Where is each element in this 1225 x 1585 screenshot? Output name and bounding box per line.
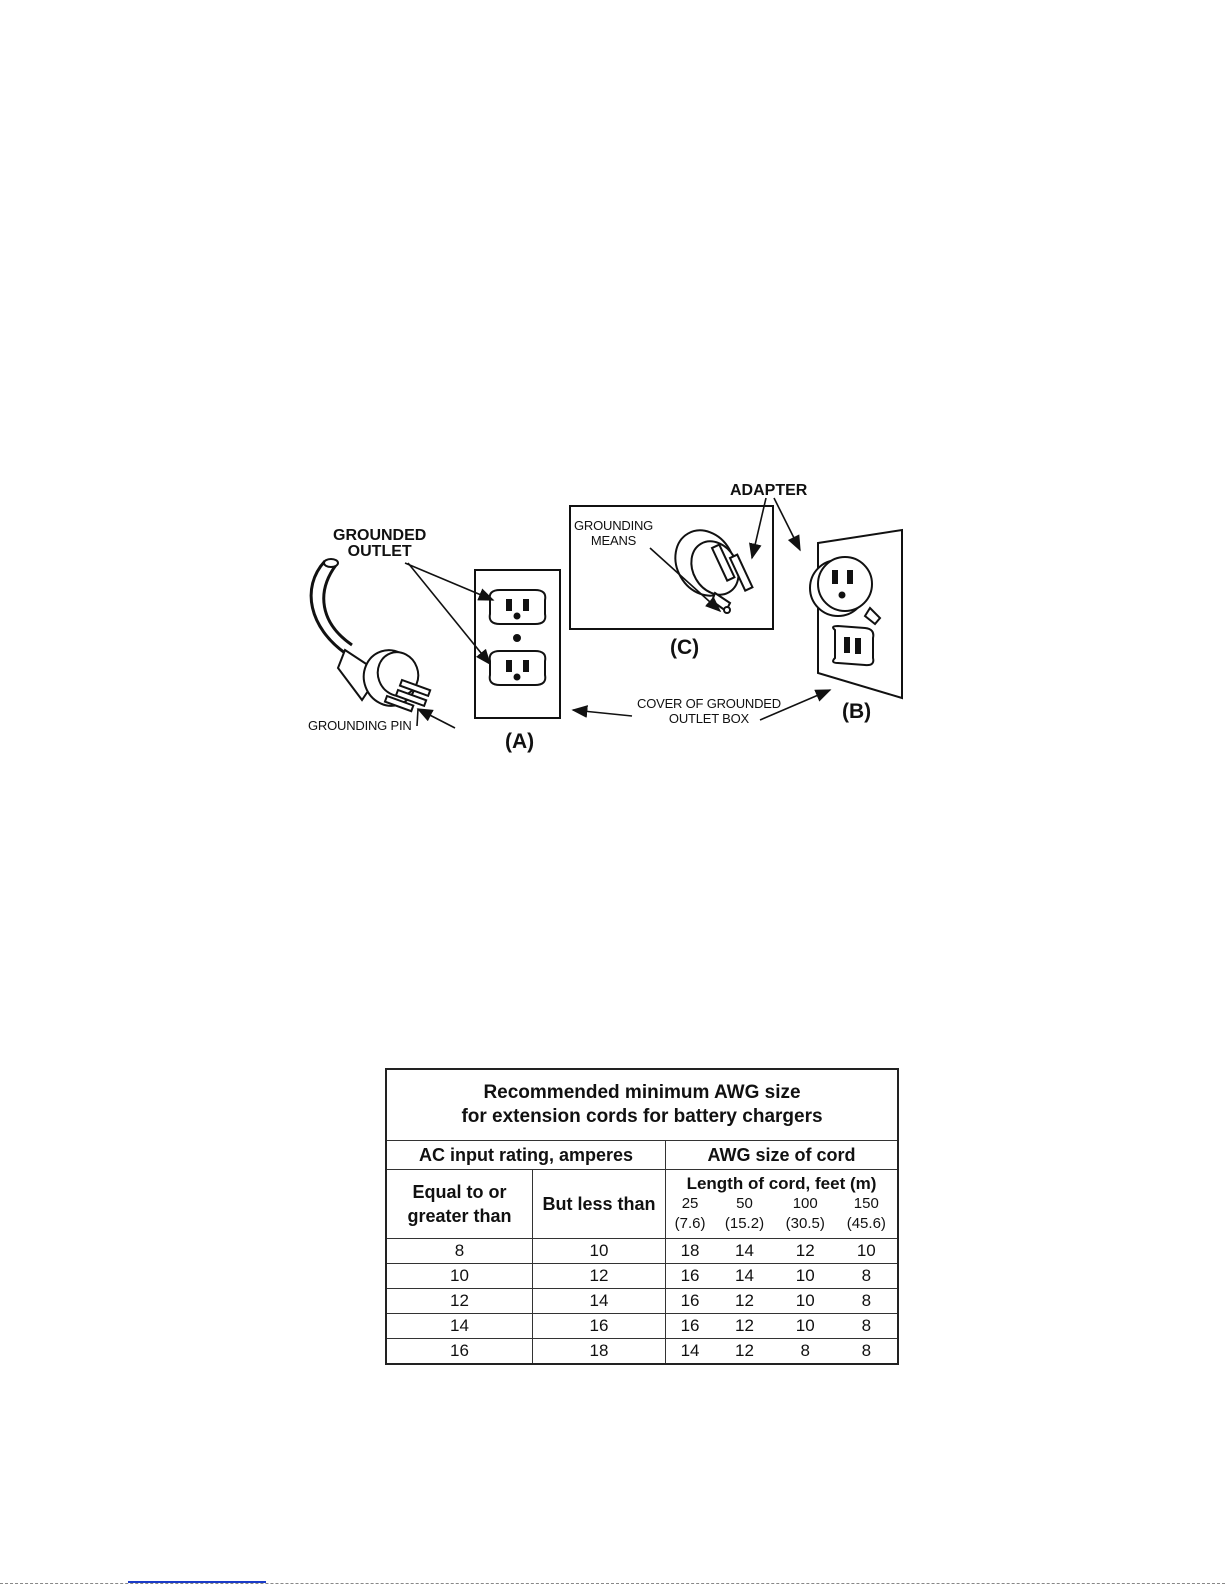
length-m: (7.6) [674,1215,706,1232]
table-cell: 8 [775,1339,836,1365]
table-cell: 16 [666,1289,715,1314]
length-col-150 [836,1194,898,1239]
table-cell: 12 [775,1239,836,1264]
table-row [386,1339,898,1365]
grounded-outlet-label-line2: OUTLET [347,543,412,560]
table-cell: 12 [714,1314,775,1339]
adapter-label: ADAPTER [730,482,808,499]
table-cell: 14 [714,1264,775,1289]
table-cell: 16 [666,1264,715,1289]
page-link-underline [128,1581,266,1583]
plug-cord-drawing [311,559,430,713]
table-row [386,1264,898,1289]
table-row [386,1239,898,1264]
table-cell: 8 [836,1339,898,1365]
table-title [386,1069,898,1141]
length-ft: 100 [792,1195,818,1212]
table-cell: 14 [533,1289,666,1314]
grounding-pin-label: GROUNDING PIN [308,718,412,733]
awg-size-header: AWG size of cord [666,1141,899,1170]
table-cell: 12 [714,1339,775,1365]
table-cell: 12 [386,1289,533,1314]
grounded-outlet-label-line1: GROUNDED [333,527,427,544]
cover-label [637,696,781,726]
table-cell: 14 [666,1339,715,1365]
table-cell: 14 [714,1239,775,1264]
table-cell: 10 [775,1314,836,1339]
length-ft: 150 [853,1195,879,1212]
table-cell: 14 [386,1314,533,1339]
wall-plate-adapter-drawing [810,530,902,698]
min-rating-header-line2: greater than [407,1206,512,1226]
table-row [386,1314,898,1339]
length-m: (45.6) [846,1215,886,1232]
table-row [386,1289,898,1314]
awg-size-table [385,1068,899,1365]
table-cell: 18 [533,1339,666,1365]
cover-label-line1: COVER OF GROUNDED [637,696,781,711]
table-title-line1: Recommended minimum AWG size [483,1082,801,1103]
table-cell: 10 [775,1264,836,1289]
figure-b-label: (B) [842,700,872,723]
length-ft: 50 [736,1195,753,1212]
grounded-outlet-label [333,528,426,560]
figure-a-label: (A) [505,730,535,753]
table-cell: 10 [775,1289,836,1314]
grounding-means-label [574,518,653,548]
table-cell: 8 [836,1264,898,1289]
table-cell: 10 [533,1239,666,1264]
grounding-means-label-line2: MEANS [590,533,637,548]
table-cell: 16 [666,1314,715,1339]
ac-input-header: AC input rating, amperes [386,1141,666,1170]
table-cell: 12 [714,1289,775,1314]
table-cell: 16 [533,1314,666,1339]
table-cell: 12 [533,1264,666,1289]
length-col-100 [775,1194,836,1239]
table-cell: 10 [836,1239,898,1264]
length-col-50 [714,1194,775,1239]
length-header: Length of cord, feet (m) [666,1170,899,1195]
grounding-illustration [290,468,915,768]
table-cell: 8 [386,1239,533,1264]
length-col-25 [666,1194,715,1239]
length-ft: 25 [681,1195,699,1212]
page-bottom-divider [0,1583,1225,1584]
length-m: (30.5) [785,1215,825,1232]
table-cell: 8 [836,1314,898,1339]
grounding-means-label-line1: GROUNDING [574,518,654,533]
table-cell: 18 [666,1239,715,1264]
grounded-outlet-drawing [475,570,560,718]
table-cell: 10 [386,1264,533,1289]
table-cell: 8 [836,1289,898,1314]
figure-c-label: (C) [670,636,700,659]
table-title-line2: for extension cords for battery chargers [461,1106,823,1127]
cover-label-line2: OUTLET BOX [668,711,750,726]
table-cell: 16 [386,1339,533,1365]
min-rating-header [386,1170,533,1239]
max-rating-header: But less than [533,1170,666,1239]
min-rating-header-line1: Equal to or [412,1182,507,1202]
length-m: (15.2) [724,1215,765,1232]
